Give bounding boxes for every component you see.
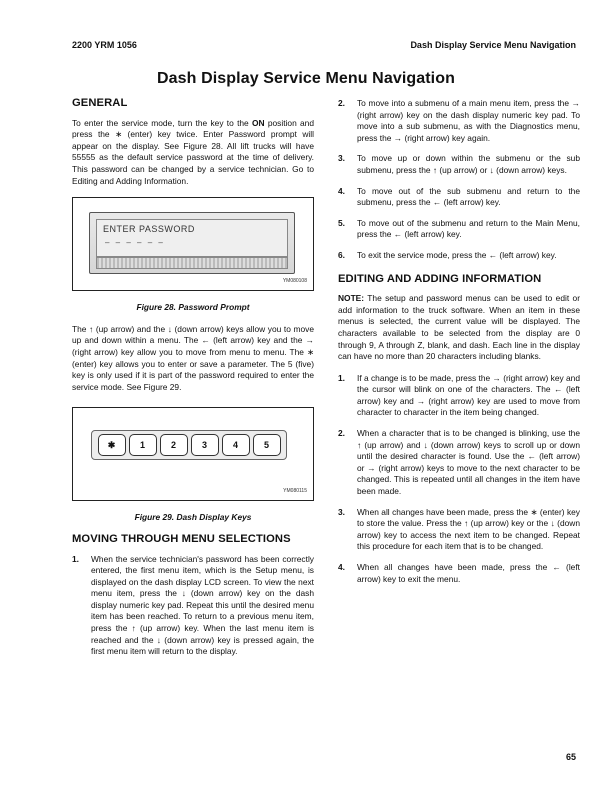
doc-id: 2200 YRM 1056 bbox=[72, 40, 137, 50]
arrows-paragraph: The ↑ (up arrow) and the ↓ (down arrow) keys allow you to move up and down within a menu. The ← (left arrow) key and the → (right arrow) key allow you to move from menu to menu. The ∗ (enter) key allows you to enter or save a parameter. The 5 (five) key is only used if it is part of the password required to enter the service mode. See Figure 29. bbox=[72, 323, 314, 392]
figure-caption: Figure 28. Password Prompt bbox=[136, 302, 250, 313]
lcd-dashes: – – – – – – bbox=[105, 238, 165, 248]
list-item: 3. To move up or down within the submenu or the sub submenu, press the ↑ (up arrow) or ↓ (down arrow) keys. bbox=[338, 153, 580, 175]
left-column bbox=[72, 98, 314, 667]
figure-id: YM080108 bbox=[282, 277, 307, 284]
key-2: 2 bbox=[160, 434, 188, 456]
list-item: 4. When all changes have been made, press the ← (left arrow) key to exit the menu. bbox=[338, 562, 580, 584]
page-number: 65 bbox=[565, 752, 576, 762]
moving-list bbox=[72, 554, 314, 658]
editing-list bbox=[338, 373, 580, 586]
keypad bbox=[91, 430, 287, 460]
key-4: 4 bbox=[222, 434, 250, 456]
list-item: 4. To move out of the sub submenu and return to the submenu, press the ← (left arrow) key. bbox=[338, 185, 580, 208]
list-item: 5. To move out of the submenu and return to the Main Menu, press the ← (left arrow) key. bbox=[338, 217, 580, 240]
on-keyword: ON bbox=[252, 117, 265, 128]
figure-caption: Figure 29. Dash Display Keys bbox=[134, 512, 252, 523]
key-3: 3 bbox=[191, 434, 219, 456]
enter-key-icon: ✱ bbox=[98, 434, 126, 456]
figure-dash-keys bbox=[72, 407, 314, 501]
list-item: 1. If a change is to be made, press the → (right arrow) key and the cursor will blink on one of the characters. The ← (left arrow) key and → (right arrow) key are used to move from character to character in the item being changed. bbox=[338, 372, 580, 418]
moving-list-continued bbox=[338, 98, 580, 262]
general-paragraph: To enter the service mode, turn the key to the ON position and press the ∗ (enter) key twice. Enter Password prompt will appear on the display. See Figure 28. All lift trucks will have 55555 as the default service password at the time of delivery. This password can be changed by a service technician. Go to Editing and Adding Information. bbox=[72, 117, 314, 186]
lcd-text: ENTER PASSWORD bbox=[103, 224, 195, 235]
list-item: 2. When a character that is to be changed is blinking, use the ↑ (up arrow) and ↓ (down arrow) keys to scroll up or down until the desired character is found. Use the ← (left arrow) or → (right arrow) keys to move to the next character to be changed. This is repeated until all changes in the item have been made. bbox=[338, 428, 580, 497]
figure-password-prompt bbox=[72, 197, 314, 291]
page-title: Dash Display Service Menu Navigation bbox=[157, 70, 455, 87]
lcd-bar bbox=[96, 257, 288, 269]
figure-id: YM080115 bbox=[283, 487, 307, 494]
lcd-display bbox=[89, 212, 295, 274]
general-heading: GENERAL bbox=[72, 97, 128, 109]
list-item: 3. When all changes have been made, press the ∗ (enter) key to store the value. Press the ↑ (up arrow) key or the ↓ (down arrow) key to access the next item to be changed. Repeat this procedure for each item that is to be changed. bbox=[338, 506, 580, 552]
key-1: 1 bbox=[129, 434, 157, 456]
moving-heading: MOVING THROUGH MENU SELECTIONS bbox=[72, 532, 291, 545]
editing-note: NOTE: The setup and password menus can be used to edit or add information to the truck software. When an item in these menus is selected, the current value will be displayed. The characters available to be selected from the display are 0 through 9, A through Z, blank, and dash. Each line in the display can have no more than 20 characters including blanks. bbox=[338, 293, 580, 362]
editing-heading: EDITING AND ADDING INFORMATION bbox=[338, 272, 542, 285]
running-header: Dash Display Service Menu Navigation bbox=[410, 40, 576, 50]
list-item: 1. When the service technician's password has been correctly entered, the first menu item, which is the Setup menu, is displayed on the dash display LCD screen. To view the next menu item, press the ↓ (down arrow) key on the dash display numeric key pad. Repeat this until the desired menu item has been reached. To return to a previous menu item, press the ↑ (up arrow) key. When the last menu item is reached and the ↓ (down arrow) key is pressed again, the first menu item will return to the display. bbox=[72, 553, 314, 657]
list-item: 6. To exit the service mode, press the ← (left arrow) key. bbox=[338, 249, 557, 260]
list-item: 2. To move into a submenu of a main menu item, press the → (right arrow) key on the dash display numeric key pad. To move into a sub submenu, as with the Diagnostics menu, press the → (right arrow) key again. bbox=[338, 98, 580, 143]
key-5: 5 bbox=[253, 434, 281, 456]
right-column bbox=[338, 98, 580, 594]
